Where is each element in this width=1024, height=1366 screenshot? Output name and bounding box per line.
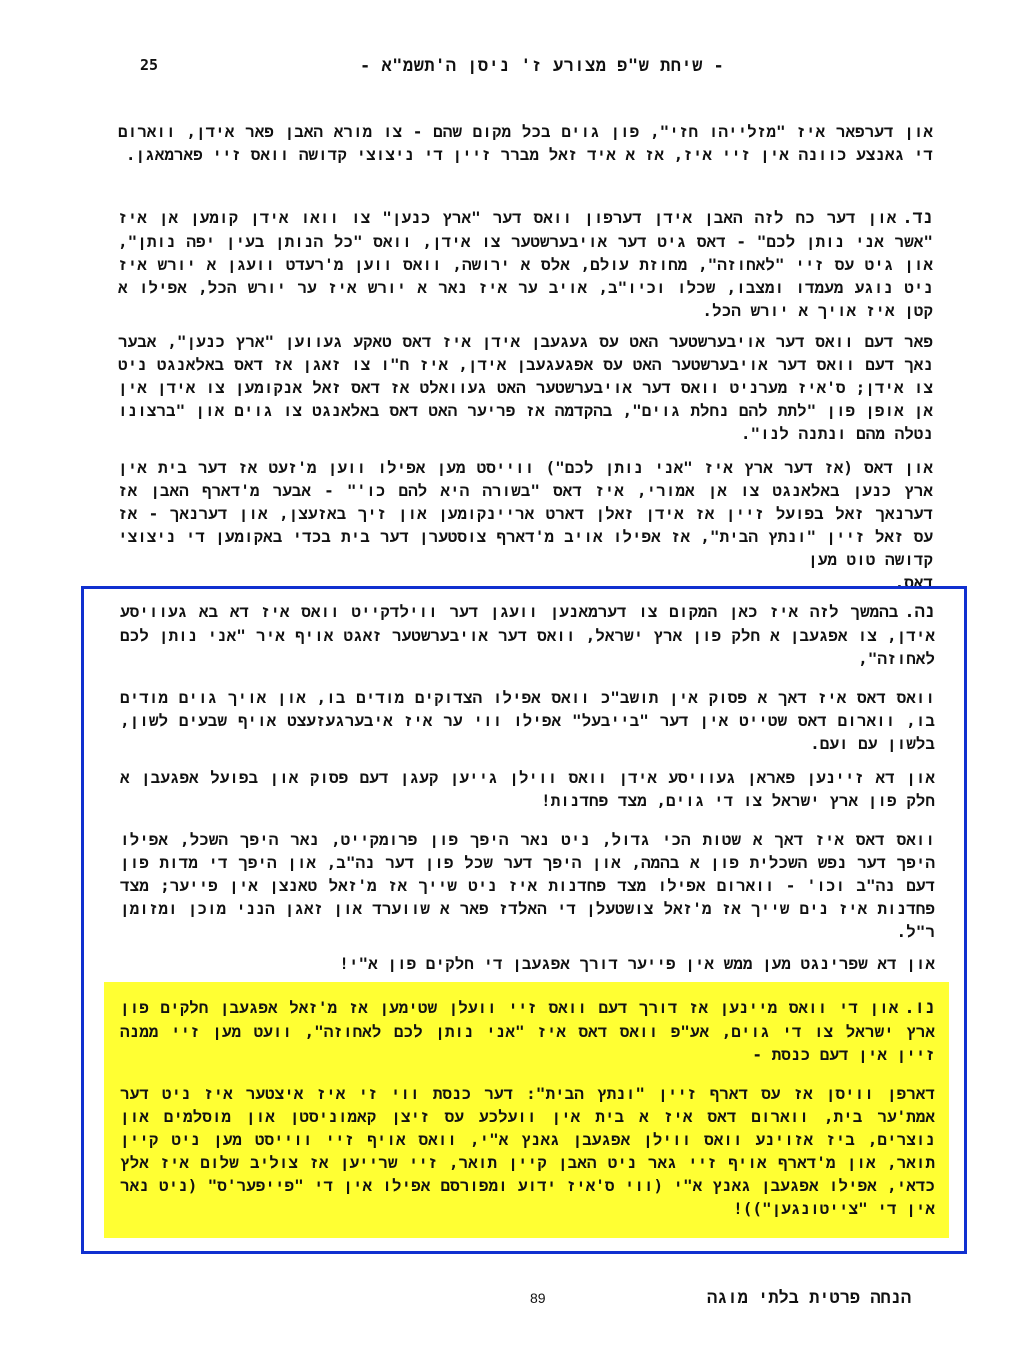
paragraph — [120, 1082, 935, 1220]
page-number: 25 — [140, 56, 159, 74]
paragraph — [118, 120, 933, 166]
paragraph-text: און די וואס מיינען אז דורך דעם וואס זיי וועלן שטימען אז מ'זאל אפגעבן חלקים פון ארץ ישראל צו די גוים, אע"פ וואס דאס איז "אני נותן לכם לאחוזה", וועט מען זיי ממנה זיין אין דעם כנסת - — [120, 998, 935, 1064]
paragraph-tail: דאס. — [894, 573, 933, 592]
paragraph-text: און דא זיינען פאראן געוויסע אידן וואס ווילן גייען קעגן דעם פסוק און בפועל אפגעבן א חלק פון ארץ ישראל צו די גוים, מצד פחדנות! — [120, 768, 935, 810]
footer-note: הנחה פרטית בלתי מוגה — [707, 1288, 912, 1308]
paragraph — [118, 330, 933, 445]
paragraph — [120, 996, 935, 1066]
paragraph-text: און דערפאר איז "מזלייהו חזי", פון גוים בכל מקום שהם - צו מורא האבן פאר אידן, ווארום די גאנצע כוונה אין זיי איז, אז א איד זאל מברר זיין די ניצוצי קדושה וואס זיי פארמאגן. — [118, 122, 933, 164]
paragraph — [120, 828, 935, 943]
paragraph — [220, 952, 935, 975]
paragraph-text: דארפן וויסן אז עס דארף זיין "ונתץ הבית": דער כנסת ווי זי איז איצטער איז ניט דער אמת'ער בית, ווארום דאס איז א בית אין וועלכע עס זיצן קאמוניסטן און מוסלמים און נוצרים, ביז אזוינע וואס ווילן אפגעבן גאנץ א"י, וואס אויף זיי ווייסט מען ניט קיין תואר, און מ'דארף אויף זיי גאר ניט האבן קיין תואר, זיי שרייען אז צוליב שלום איז אלץ כדאי, אפילו אפגעבן גאנץ א"י (ווי ס'איז ידוע ומפורסם אפילו אין די "פייפער'ס" (ניט נאר אין די "צייטונגען"))! — [120, 1084, 935, 1218]
paragraph-text: וואס דאס איז דאך א פסוק אין תושב"כ וואס אפילו הצדוקים מודים בו, און אויך גוים מודים בו, ווארום דאס שטייט אין דער "בייבעל" אפילו ווי ער איז איבערגעזעצט אויף שבעים לשון, בלשון עם ועם. — [120, 688, 935, 753]
page-title: - שיחת ש"פ מצורע ז' ניסן ה'תשמ"א - — [360, 56, 725, 76]
section-number: נה. — [904, 602, 935, 622]
paragraph — [118, 456, 933, 594]
paragraph-text: פאר דעם וואס דער אויבערשטער האט עס געגעבן אידן איז דאס טאקע געווען "ארץ כנען", אבער נאך דעם וואס דער אויבערשטער האט עס אפגעגעבן אידן, איז ח"ו צו זאגן אז דאס באלאנגט ניט צו אידן; ס'איז מערניט וואס דער אויבערשטער האט געוואלט אז דאס זאל אנקומען צו אידן אין אן אופן פון "לתת להם נחלת גוים", בהקדמה אז פריער האט דאס באלאנגט צו גוים און "ברצונו נטלה מהם ונתנה לנו". — [118, 332, 934, 443]
section-number: נד. — [902, 208, 933, 228]
paragraph-text: און דאס (אז דער ארץ איז "אני נותן לכם") ווייסט מען אפילו ווען מ'זעט אז דער בית אין ארץ כנען באלאנגט צו אן אמורי, איז דאס "בשורה היא להם כו'" - אבער מ'דארף האבן אז דערנאך זאל בפועל זיין אז אידן זאלן דארט אריינקומען און זיך באזעצן, און דערנאך - אז עס זאל זיין "ונתץ הבית", אז אפילו אויב מ'דארף צוסטערן דער בית בכדי באקומען די ניצוצי קדושה טוט מען — [118, 458, 934, 569]
paragraph — [118, 206, 933, 322]
paragraph — [120, 600, 935, 670]
paragraph-text: בהמשך לזה איז כאן המקום צו דערמאנען וועגן דער ווילדקייט וואס איז דא בא געוויסע אידן, צו אפגעבן א חלק פון ארץ ישראל, וואס דער אויבערשטער זאגט אויף איר "אני נותן לכם לאחוזה", — [120, 602, 935, 668]
paragraph-text: און דא שפרינגט מען ממש אין פייער דורך אפגעבן די חלקים פון א"י! — [339, 954, 935, 973]
paragraph — [120, 686, 935, 755]
paragraph — [120, 766, 935, 812]
section-number: נו. — [904, 998, 935, 1018]
paragraph-text: וואס דאס איז דאך א שטות הכי גדול, ניט נאר היפך פון פרומקייט, נאר היפך השכל, אפילו היפך דער נפש השכלית פון א בהמה, און היפך דער שכל פון דער נה"ב, און היפך די מדות פון דעם נה"ב וכו' - ווארום אפילו מצד פחדנות איז ניט שייך אז מ'זאל טאנצן אין פייער; מצד פחדנות איז נים שייך אז מ'זאל צושטעלן די האלדז פאר א שווערד און זאגן הנני מוכן ומזומן ר"ל. — [120, 830, 935, 941]
footer-page-number: 89 — [530, 1290, 546, 1306]
paragraph-text: און דער כח לזה האבן אידן דערפון וואס דער "ארץ כנען" צו וואו אידן קומען אן איז "אשר אני נותן לכם" - דאס גיט דער אויבערשטער צו אידן, וואס "כל הנותן בעין יפה נותן", און גיט עס זיי "לאחוזה", מחוזת עולם, אלס א ירושה, וואס ווען מ'רעדט וועגן א יורש איז ניט נוגע מעמדו ומצבו, שכלו וכיו"ב, אויב ער איז נאר א יורש איז ער יורש הכל, אפילו א קטן איז אויך א יורש הכל. — [118, 208, 933, 320]
